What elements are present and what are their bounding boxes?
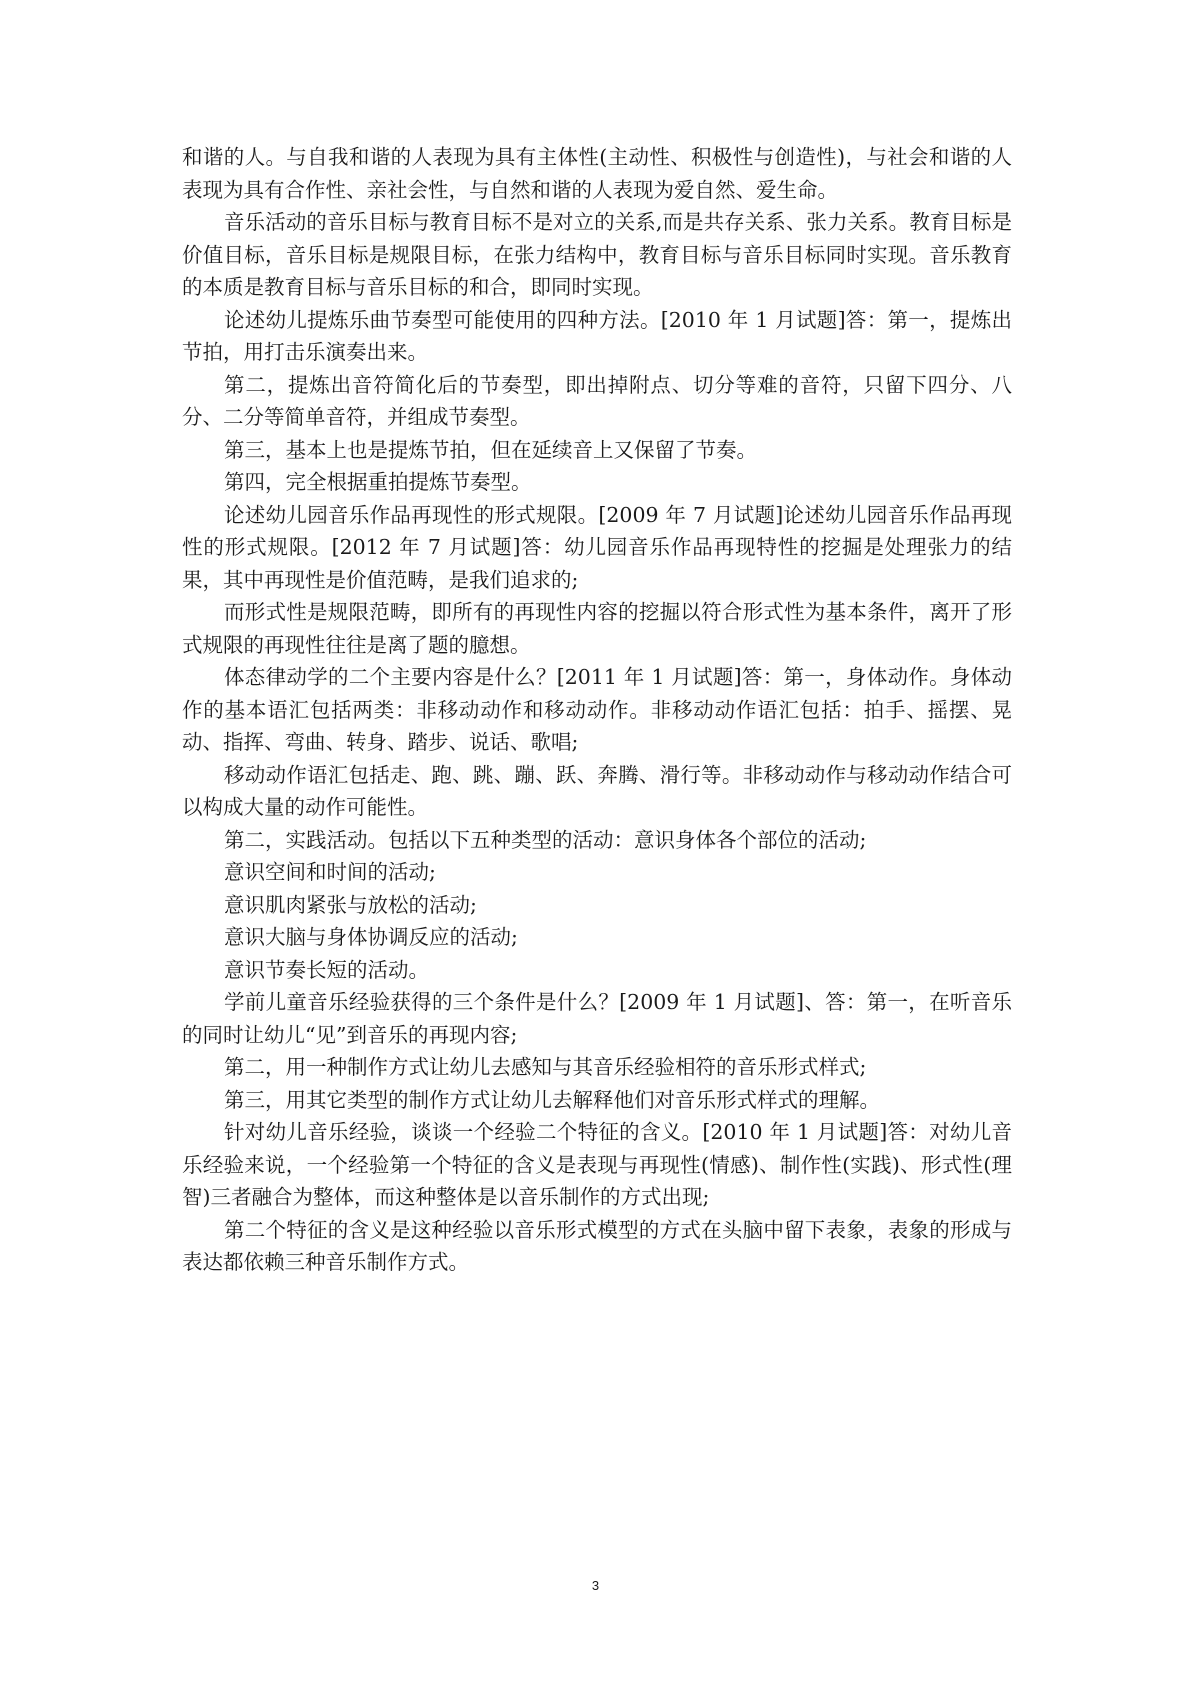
paragraph: 学前儿童音乐经验获得的三个条件是什么？[2009 年 1 月试题]、答：第一，在听音乐的同时让幼儿“见”到音乐的再现内容;: [182, 990, 1012, 1047]
paragraph: 移动动作语汇包括走、跑、跳、蹦、跃、奔腾、滑行等。非移动动作与移动动作结合可以构成大量的动作可能性。: [182, 762, 1012, 819]
paragraph: 论述幼儿园音乐作品再现性的形式规限。[2009 年 7 月试题]论述幼儿园音乐作品再现性的形式规限。[2012 年 7 月试题]答：幼儿园音乐作品再现特性的挖掘是处理张力的结果，其中再现性是价值范畴，是我们追求的;: [182, 502, 1012, 592]
paragraph: 论述幼儿提炼乐曲节奏型可能使用的四种方法。[2010 年 1 月试题]答：第一，提炼出节拍，用打击乐演奏出来。: [182, 307, 1012, 364]
paragraph: 和谐的人。与自我和谐的人表现为具有主体性(主动性、积极性与创造性)，与社会和谐的人表现为具有合作性、亲社会性，与自然和谐的人表现为爱自然、爱生命。: [182, 145, 1012, 202]
paragraph: 音乐活动的音乐目标与教育目标不是对立的关系,而是共存关系、张力关系。教育目标是价值目标，音乐目标是规限目标，在张力结构中，教育目标与音乐目标同时实现。音乐教育的本质是教育目标与音乐目标的和合，即同时实现。: [182, 210, 1012, 299]
paragraph: 针对幼儿音乐经验，谈谈一个经验二个特征的含义。[2010 年 1 月试题]答：对幼儿音乐经验来说，一个经验第一个特征的含义是表现与再现性(情感)、制作性(实践)、形式性(理智)三者融合为整体，而这种整体是以音乐制作的方式出现;: [182, 1120, 1012, 1209]
paragraph: 意识节奏长短的活动。: [224, 957, 429, 982]
paragraph: 意识肌肉紧张与放松的活动;: [224, 892, 477, 917]
paragraph: 第二，用一种制作方式让幼儿去感知与其音乐经验相符的音乐形式样式;: [224, 1055, 867, 1079]
document-body: [182, 141, 1012, 1279]
paragraph: 第二，提炼出音符简化后的节奏型，即出掉附点、切分等难的音符，只留下四分、八分、二分等简单音符，并组成节奏型。: [182, 372, 1012, 429]
paragraph: 第四，完全根据重拍提炼节奏型。: [224, 470, 532, 494]
paragraph: 体态律动学的二个主要内容是什么？[2011 年 1 月试题]答：第一，身体动作。身体动作的基本语汇包括两类：非移动动作和移动动作。非移动动作语汇包括：拍手、摇摆、晃动、指挥、弯曲、转身、踏步、说话、歌唱;: [182, 665, 1012, 754]
paragraph: 第三，基本上也是提炼节拍，但在延续音上又保留了节奏。: [224, 437, 757, 462]
paragraph: 第二个特征的含义是这种经验以音乐形式模型的方式在头脑中留下表象，表象的形成与表达都依赖三种音乐制作方式。: [182, 1217, 1012, 1274]
paragraph: 意识大脑与身体协调反应的活动;: [224, 925, 518, 949]
paragraph: 意识空间和时间的活动;: [224, 860, 436, 884]
paragraph: 而形式性是规限范畴，即所有的再现性内容的挖掘以符合形式性为基本条件，离开了形式规限的再现性往往是离了题的臆想。: [182, 600, 1012, 657]
page-number: 3: [591, 1578, 600, 1593]
paragraph: 第三，用其它类型的制作方式让幼儿去解释他们对音乐形式样式的理解。: [224, 1087, 880, 1112]
paragraph: 第二，实践活动。包括以下五种类型的活动：意识身体各个部位的活动;: [224, 827, 867, 852]
